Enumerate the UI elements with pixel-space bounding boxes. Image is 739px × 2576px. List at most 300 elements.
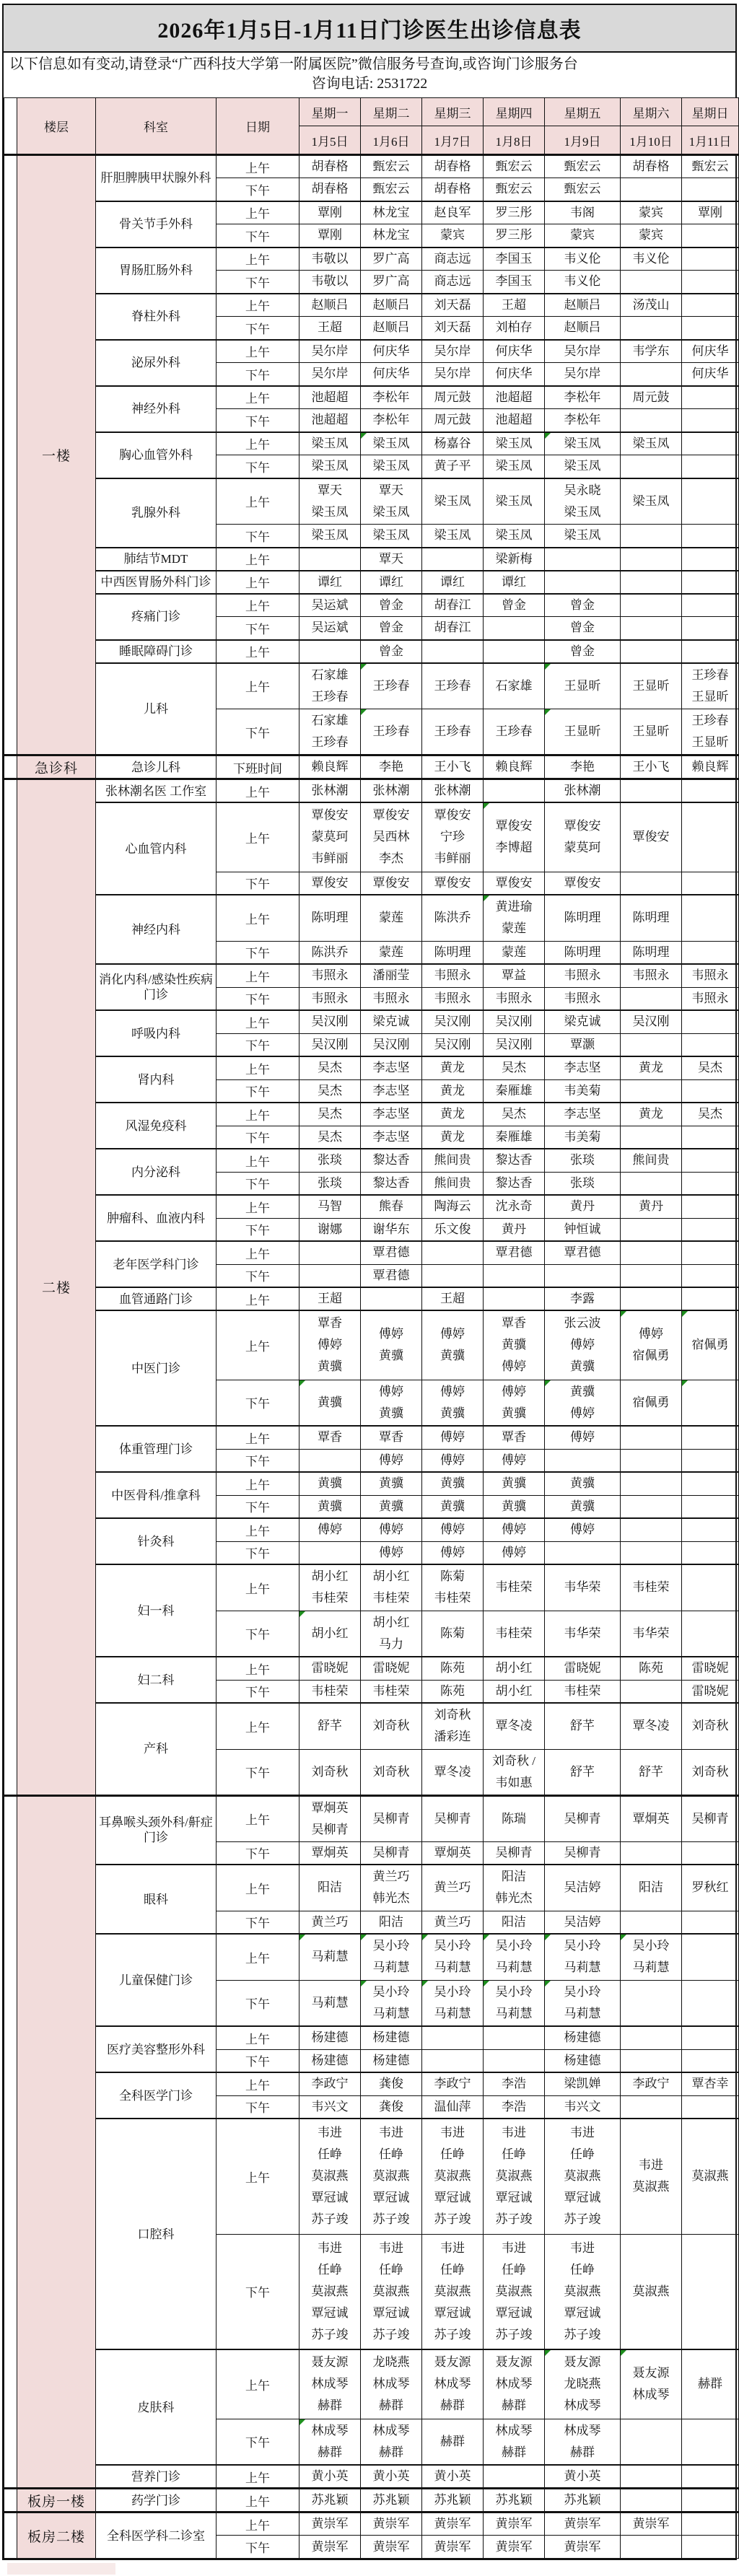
schedule-cell: 李志坚 (361, 1079, 422, 1103)
schedule-cell: 韦照永 (422, 964, 484, 987)
schedule-cell: 黄崇军 (545, 2513, 621, 2536)
schedule-cell: 韦华荣 (545, 1611, 621, 1657)
period-cell: 下午 (217, 2536, 299, 2559)
schedule-cell (682, 1287, 739, 1310)
schedule-cell (621, 2536, 682, 2559)
schedule-cell (621, 987, 682, 1010)
schedule-cell (621, 779, 682, 803)
schedule-row (4, 571, 739, 594)
schedule-cell: 吴小玲 马莉慧 (545, 1934, 621, 1980)
schedule-cell: 韦美菊 (545, 1126, 621, 1149)
schedule-cell: 吴尔岸 (422, 340, 484, 363)
schedule-cell: 吴杰 (299, 1126, 361, 1149)
period-cell: 下午 (217, 1749, 299, 1795)
schedule-cell: 韦照永 (299, 987, 361, 1010)
schedule-cell: 林龙宝 (361, 224, 422, 247)
schedule-cell (422, 2049, 484, 2072)
schedule-cell: 黄骥 傅婷 (545, 1380, 621, 1426)
period-cell: 上午 (217, 663, 299, 709)
schedule-cell (621, 1264, 682, 1287)
dept-cell: 药学门诊 (96, 2489, 217, 2513)
schedule-row (4, 663, 739, 709)
schedule-cell: 王珍春 (361, 663, 422, 709)
schedule-cell: 杨建德 (545, 2026, 621, 2049)
notice-line-2: 咨询电话: 2531722 (311, 76, 428, 92)
schedule-cell (682, 1611, 739, 1657)
schedule-cell: 王珍春 (422, 663, 484, 709)
schedule-cell: 陈菊 (422, 1611, 484, 1657)
schedule-cell: 甄宏云 (545, 178, 621, 201)
schedule-cell: 韦进 任峥 莫淑燕 覃冠诚 苏子竣 (484, 2234, 545, 2349)
schedule-cell: 梁玉凤 (621, 478, 682, 525)
schedule-cell: 覃刚 (299, 224, 361, 247)
schedule-cell (682, 1149, 739, 1172)
period-cell: 上午 (217, 1865, 299, 1911)
schedule-cell: 吴柳青 (361, 1841, 422, 1865)
schedule-body (4, 155, 739, 2559)
floor-cell: 二楼 (17, 779, 96, 1796)
schedule-cell: 张林潮 (361, 779, 422, 803)
date-header-4: 1月8日 (484, 126, 545, 155)
schedule-cell: 阳洁 韩光杰 (484, 1865, 545, 1911)
schedule-cell: 韦照永 (545, 964, 621, 987)
schedule-row (4, 1518, 739, 1541)
period-cell: 下午 (217, 409, 299, 432)
schedule-cell: 傅婷 黄骥 (422, 1310, 484, 1380)
schedule-cell: 黄兰巧 韩光杰 (361, 1865, 422, 1911)
dept-cell: 呼吸内科 (96, 1010, 217, 1056)
schedule-cell: 陈苑 (422, 1680, 484, 1703)
schedule-cell: 黄崇军 (299, 2513, 361, 2536)
schedule-cell: 胡小红 (484, 1680, 545, 1703)
schedule-cell: 舒芊 (299, 1703, 361, 1749)
period-cell: 下午 (217, 224, 299, 247)
schedule-cell: 韦照永 (682, 964, 739, 987)
schedule-cell: 蒙宾 (545, 224, 621, 247)
schedule-cell: 杨嘉谷 (422, 432, 484, 455)
schedule-cell: 李志坚 (545, 1103, 621, 1126)
schedule-row (4, 1472, 739, 1495)
schedule-cell: 梁克诚 (361, 1010, 422, 1033)
schedule-cell: 吴杰 (299, 1079, 361, 1103)
schedule-cell: 苏兆颖 (422, 2489, 484, 2513)
schedule-cell: 吴杰 (299, 1056, 361, 1079)
schedule-cell: 莫淑燕 (682, 2119, 739, 2234)
schedule-cell: 李松年 (545, 386, 621, 409)
schedule-cell: 韦桂荣 (484, 1564, 545, 1611)
schedule-cell: 何庆华 (682, 340, 739, 363)
schedule-cell (621, 1287, 682, 1310)
schedule-cell: 胡春格 (422, 178, 484, 201)
schedule-cell: 黄小英 (422, 2465, 484, 2489)
schedule-cell: 黄骥 (422, 1472, 484, 1495)
schedule-cell (682, 294, 739, 317)
schedule-cell: 傅婷 黄骥 (361, 1310, 422, 1380)
period-cell: 上午 (217, 386, 299, 409)
period-cell: 上午 (217, 640, 299, 663)
schedule-cell (621, 640, 682, 663)
dept-cell: 耳鼻喉头颈外科/鼾症门诊 (96, 1795, 217, 1865)
schedule-cell: 吴柳青 (545, 1841, 621, 1865)
schedule-cell: 张琰 (545, 1172, 621, 1195)
schedule-cell: 黄龙 (422, 1079, 484, 1103)
period-cell: 上午 (217, 1010, 299, 1033)
schedule-cell: 吴尔岸 (422, 363, 484, 386)
schedule-cell (682, 941, 739, 964)
schedule-cell: 钟恒诚 (545, 1218, 621, 1241)
schedule-cell: 吴汉刚 (299, 1010, 361, 1033)
schedule-cell: 黎达香 (484, 1149, 545, 1172)
schedule-cell: 刘天磊 (422, 317, 484, 340)
schedule-cell: 陈明理 (422, 941, 484, 964)
schedule-cell: 吴汉刚 (422, 1033, 484, 1056)
dept-cell: 老年医学科门诊 (96, 1241, 217, 1287)
schedule-cell (682, 317, 739, 340)
schedule-cell: 胡春格 (299, 155, 361, 178)
period-cell: 上午 (217, 155, 299, 178)
period-cell: 上午 (217, 2072, 299, 2095)
schedule-cell (484, 2026, 545, 2049)
schedule-cell (682, 2095, 739, 2119)
schedule-row (4, 386, 739, 409)
schedule-cell: 韦进 任峥 莫淑燕 覃冠诚 苏子竣 (299, 2234, 361, 2349)
schedule-cell: 覃香 (361, 1426, 422, 1449)
period-cell: 上午 (217, 478, 299, 525)
schedule-cell (682, 594, 739, 617)
schedule-cell: 韦照永 (484, 987, 545, 1010)
schedule-cell: 黄丹 (545, 1195, 621, 1218)
schedule-cell: 覃天 梁玉凤 (299, 478, 361, 525)
dept-cell: 医疗美容整形外科 (96, 2026, 217, 2072)
schedule-row (4, 2349, 739, 2419)
schedule-cell: 李志坚 (361, 1103, 422, 1126)
schedule-cell (621, 1518, 682, 1541)
period-cell: 下班时间 (217, 755, 299, 779)
schedule-cell (682, 1195, 739, 1218)
schedule-cell: 傅婷 黄骥 (422, 1380, 484, 1426)
schedule-cell: 聂友源 林成琴 赫群 (299, 2349, 361, 2419)
schedule-cell: 汤茂山 (621, 294, 682, 317)
schedule-cell: 甄宏云 (484, 155, 545, 178)
schedule-row (4, 1310, 739, 1380)
schedule-cell: 石家雄 王珍春 (299, 709, 361, 755)
schedule-cell (422, 640, 484, 663)
schedule-cell: 梁玉凤 (361, 455, 422, 478)
schedule-cell: 韦进 任峥 莫淑燕 覃冠诚 苏子竣 (361, 2119, 422, 2234)
schedule-cell: 甄宏云 (682, 155, 739, 178)
period-cell: 上午 (217, 1426, 299, 1449)
schedule-row (4, 779, 739, 803)
schedule-cell (621, 1218, 682, 1241)
dept-cell: 妇一科 (96, 1564, 217, 1657)
schedule-cell (682, 2513, 739, 2536)
notice (4, 53, 735, 97)
schedule-cell (621, 1126, 682, 1149)
dept-cell: 妇二科 (96, 1657, 217, 1703)
schedule-cell: 黄龙 (621, 1103, 682, 1126)
schedule-cell: 周元鼓 (422, 386, 484, 409)
schedule-cell (621, 1033, 682, 1056)
schedule-cell: 苏兆颖 (545, 2489, 621, 2513)
schedule-cell (621, 548, 682, 571)
schedule-cell (682, 1472, 739, 1495)
schedule-cell (621, 2049, 682, 2072)
corner-spacer (4, 98, 17, 155)
schedule-cell (621, 1241, 682, 1264)
schedule-cell (621, 363, 682, 386)
schedule-cell (682, 1218, 739, 1241)
schedule-cell: 黄崇军 (299, 2536, 361, 2559)
period-cell: 下午 (217, 1611, 299, 1657)
schedule-cell (682, 2049, 739, 2072)
schedule-cell: 熊春 (361, 1195, 422, 1218)
schedule-cell: 梁玉凤 (484, 478, 545, 525)
weekday-header-3: 星期三 (422, 98, 484, 126)
schedule-cell (682, 1426, 739, 1449)
schedule-cell: 黄龙 (422, 1103, 484, 1126)
schedule-cell: 黄兰巧 (422, 1911, 484, 1934)
dept-cell: 急诊儿科 (96, 755, 217, 779)
schedule-cell (299, 548, 361, 571)
period-cell: 上午 (217, 294, 299, 317)
schedule-cell: 梁玉凤 (545, 455, 621, 478)
schedule-row (4, 1195, 739, 1218)
schedule-cell: 王小飞 (621, 755, 682, 779)
schedule-cell: 吴汉刚 (361, 1033, 422, 1056)
schedule-cell (682, 386, 739, 409)
schedule-cell: 张云波 傅婷 黄骥 (545, 1310, 621, 1380)
schedule-cell (682, 432, 739, 455)
schedule-cell (682, 1495, 739, 1518)
schedule-cell (682, 224, 739, 247)
dept-cell: 疼痛门诊 (96, 594, 217, 640)
dept-cell: 中医骨科/推拿科 (96, 1472, 217, 1518)
schedule-cell: 商志远 (422, 271, 484, 294)
schedule-cell (621, 1911, 682, 1934)
schedule-cell: 覃炯英 (422, 1841, 484, 1865)
schedule-cell: 刘天磊 (422, 294, 484, 317)
dept-cell: 体重管理门诊 (96, 1426, 217, 1472)
period-cell: 下午 (217, 1126, 299, 1149)
schedule-row (4, 895, 739, 941)
schedule-cell (299, 640, 361, 663)
schedule-cell: 曾金 (361, 617, 422, 640)
period-cell: 上午 (217, 1703, 299, 1749)
schedule-cell: 覃君德 (361, 1241, 422, 1264)
period-cell: 下午 (217, 1495, 299, 1518)
dept-cell: 针灸科 (96, 1518, 217, 1564)
schedule-cell: 雷晓妮 (682, 1680, 739, 1703)
schedule-cell: 韦学东 (621, 340, 682, 363)
schedule-cell: 梁玉凤 (299, 455, 361, 478)
schedule-cell (621, 525, 682, 548)
schedule-cell: 甄宏云 (361, 155, 422, 178)
period-cell: 下午 (217, 872, 299, 895)
schedule-cell (682, 617, 739, 640)
schedule-cell: 韦桂荣 (621, 1564, 682, 1611)
schedule-cell: 陈明理 (545, 895, 621, 941)
schedule-cell: 覃刚 (682, 201, 739, 224)
period-cell: 下午 (217, 1218, 299, 1241)
schedule-cell: 吴杰 (484, 1056, 545, 1079)
period-cell: 上午 (217, 1241, 299, 1264)
schedule-cell: 傅婷 (545, 1518, 621, 1541)
schedule-cell (621, 2419, 682, 2465)
schedule-cell: 李志坚 (545, 1056, 621, 1079)
schedule-cell: 韦进 任峥 莫淑燕 覃冠诚 苏子竣 (545, 2119, 621, 2234)
schedule-cell: 黄丹 (621, 1195, 682, 1218)
schedule-cell: 黎达香 (361, 1149, 422, 1172)
schedule-cell: 赫群 (682, 2349, 739, 2419)
schedule-cell: 苏兆颖 (361, 2489, 422, 2513)
schedule-cell: 熊间贵 (422, 1172, 484, 1195)
schedule-cell: 李志坚 (361, 1056, 422, 1079)
period-cell: 上午 (217, 1149, 299, 1172)
schedule-cell: 杨建德 (299, 2049, 361, 2072)
schedule-cell (682, 455, 739, 478)
schedule-cell: 张林潮 (299, 779, 361, 803)
floor-cell: 板房二楼 (17, 2513, 96, 2559)
schedule-cell: 胡小红 韦桂荣 (361, 1564, 422, 1611)
period-cell: 下午 (217, 1980, 299, 2026)
schedule-cell (682, 525, 739, 548)
schedule-cell: 陈洪乔 (299, 941, 361, 964)
period-cell: 下午 (217, 525, 299, 548)
schedule-cell: 赫群 (422, 2419, 484, 2465)
schedule-cell: 吴汉刚 (422, 1010, 484, 1033)
schedule-cell: 熊间贵 (621, 1149, 682, 1172)
schedule-cell (621, 1172, 682, 1195)
schedule-cell: 杨建德 (361, 2026, 422, 2049)
period-cell: 上午 (217, 1657, 299, 1680)
dept-cell: 骨关节手外科 (96, 201, 217, 247)
schedule-cell: 龚俊 (361, 2072, 422, 2095)
schedule-cell: 梁克诚 (545, 1010, 621, 1033)
left-spacer-cell (4, 1795, 17, 2489)
schedule-cell: 吴小玲 马莉慧 (484, 1934, 545, 1980)
schedule-cell: 张琰 (299, 1149, 361, 1172)
schedule-cell: 黄骥 (545, 1495, 621, 1518)
notice-line-1: 以下信息如有变动,请登录“广西科技大学第一附属医院”微信服务号查询,或咨询门诊服务台 (9, 56, 578, 72)
schedule-row (4, 1103, 739, 1126)
schedule-cell: 胡春江 (422, 617, 484, 640)
schedule-cell: 张琰 (545, 1149, 621, 1172)
period-cell: 上午 (217, 2349, 299, 2419)
date-header-7: 1月11日 (682, 126, 739, 155)
schedule-cell: 刘奇秋 (682, 1749, 739, 1795)
period-cell: 下午 (217, 1911, 299, 1934)
schedule-cell: 吴小玲 马莉慧 (422, 1934, 484, 1980)
schedule-cell (682, 1934, 739, 1980)
schedule-cell (621, 1680, 682, 1703)
schedule-cell: 阳洁 (484, 1911, 545, 1934)
schedule-cell: 聂友源 龙晓燕 林成琴 (545, 2349, 621, 2419)
floor-cell: 板房一楼 (17, 2489, 96, 2513)
schedule-cell: 覃俊安 (299, 872, 361, 895)
period-cell: 下午 (217, 2095, 299, 2119)
schedule-cell: 覃天 (361, 548, 422, 571)
schedule-cell: 梁玉凤 (484, 455, 545, 478)
schedule-row (4, 2072, 739, 2095)
dept-cell: 神经内科 (96, 895, 217, 964)
schedule-cell: 黄崇军 (361, 2536, 422, 2559)
schedule-cell: 刘柏存 (484, 317, 545, 340)
schedule-cell: 吴杰 (682, 1056, 739, 1079)
dept-cell: 睡眠障碍门诊 (96, 640, 217, 663)
schedule-cell: 覃俊安 (361, 872, 422, 895)
period-cell: 上午 (217, 2465, 299, 2489)
schedule-cell: 覃刚 (299, 201, 361, 224)
schedule-cell: 韦阁 (545, 201, 621, 224)
schedule-cell: 黄崇军 (484, 2536, 545, 2559)
schedule-cell: 何庆华 (484, 340, 545, 363)
schedule-cell: 林成琴 赫群 (484, 2419, 545, 2465)
period-cell: 上午 (217, 779, 299, 803)
schedule-cell: 韦进 任峥 莫淑燕 覃冠诚 苏子竣 (361, 2234, 422, 2349)
schedule-cell: 黄骥 (484, 1472, 545, 1495)
schedule-cell: 龚俊 (361, 2095, 422, 2119)
period-cell: 上午 (217, 594, 299, 617)
schedule-row (4, 1010, 739, 1033)
schedule-row (4, 594, 739, 617)
period-cell: 下午 (217, 1541, 299, 1564)
schedule-cell: 胡春江 (422, 594, 484, 617)
schedule-cell (682, 2026, 739, 2049)
period-cell: 下午 (217, 1033, 299, 1056)
schedule-cell: 覃益 (484, 964, 545, 987)
schedule-cell: 阳洁 (621, 1865, 682, 1911)
weekday-header-7: 星期日 (682, 98, 739, 126)
schedule-cell: 梁玉凤 (299, 432, 361, 455)
schedule-cell: 刘奇秋 (682, 1703, 739, 1749)
period-cell: 上午 (217, 340, 299, 363)
weekday-header-1: 星期一 (299, 98, 361, 126)
schedule-cell: 赵顺吕 (361, 317, 422, 340)
schedule-cell (621, 178, 682, 201)
schedule-cell (299, 1449, 361, 1472)
schedule-cell (422, 1264, 484, 1287)
schedule-cell: 罗广高 (361, 247, 422, 271)
schedule-cell (682, 2536, 739, 2559)
schedule-cell: 韦华荣 (621, 1611, 682, 1657)
schedule-cell (621, 2465, 682, 2489)
weekday-header-6: 星期六 (621, 98, 682, 126)
schedule-cell: 李政宁 (621, 2072, 682, 2095)
schedule-cell: 李浩 (484, 2095, 545, 2119)
schedule-cell: 王珍春 (361, 709, 422, 755)
schedule-cell (484, 1264, 545, 1287)
schedule-cell: 陈明理 (621, 941, 682, 964)
schedule-cell (621, 2489, 682, 2513)
schedule-cell: 曾金 (484, 594, 545, 617)
schedule-cell: 黄崇军 (422, 2536, 484, 2559)
schedule-cell: 黄崇军 (361, 2513, 422, 2536)
schedule-cell (484, 2049, 545, 2072)
schedule-cell: 黄骥 (545, 1472, 621, 1495)
schedule-cell: 王珍春 (484, 709, 545, 755)
schedule-cell: 傅婷 (422, 1518, 484, 1541)
schedule-cell (682, 571, 739, 594)
schedule-cell: 梁玉凤 (422, 525, 484, 548)
schedule-row (4, 2489, 739, 2513)
schedule-cell (682, 1564, 739, 1611)
schedule-cell: 蒙莲 (361, 895, 422, 941)
schedule-cell: 秦雁雄 (484, 1126, 545, 1149)
schedule-cell: 陶海云 (422, 1195, 484, 1218)
schedule-cell: 吴尔岸 (545, 363, 621, 386)
schedule-cell: 吴小玲 马莉慧 (361, 1980, 422, 2026)
schedule-cell: 刘奇秋 (299, 1749, 361, 1795)
